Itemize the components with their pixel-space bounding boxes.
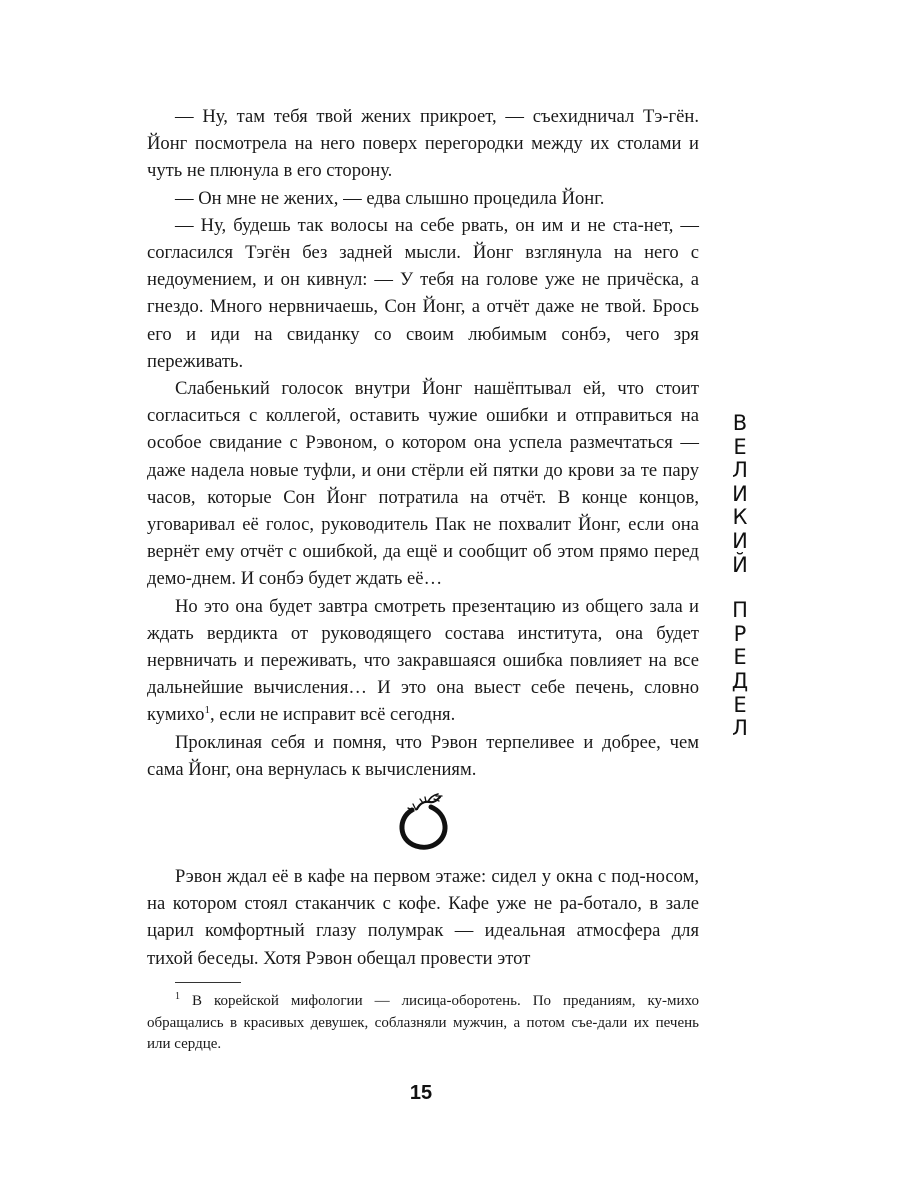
running-title-letter: Л bbox=[732, 458, 748, 483]
running-title-letter: И bbox=[732, 481, 748, 506]
running-title-word-1 bbox=[718, 412, 762, 577]
footnote-text: В корейской мифологии — лисица-оборотень. По преданиям, ку-михо обращались в красивых девушек, соблазняли мужчин, а потом съе-дали их печень или сердце. bbox=[147, 993, 699, 1052]
paragraph: Слабенький голосок внутри Йонг нашёптывал ей, что стоит согласиться с коллегой, оставить чужие ошибки и отправиться на особое свидание с Рэвоном, о котором она успела размечтаться — даже надела новые туфли, и они стёрли ей пятки до крови за те пару часов, которые Сон Йонг потратила на отчёт. В конце концов, уговаривал её голос, руководитель Пак не похвалит Йонг, если она вернёт ему отчёт с ошибкой, да ещё и сообщит об этом прямо перед демо-днем. И сонбэ будет ждать её… bbox=[147, 378, 699, 590]
running-title-letter: Е bbox=[733, 692, 747, 717]
footnote bbox=[147, 986, 699, 1056]
running-title-letter: Е bbox=[733, 645, 747, 670]
running-title-letter: П bbox=[732, 598, 748, 623]
footnote-reference[interactable]: 1 bbox=[204, 704, 210, 717]
running-title-letter: Й bbox=[732, 552, 748, 577]
running-title-letter: Е bbox=[733, 434, 747, 459]
dragon-ouroboros-icon bbox=[390, 790, 456, 852]
main-text-bottom bbox=[147, 863, 699, 972]
running-title-letter: В bbox=[732, 411, 748, 435]
main-text-top bbox=[147, 103, 699, 783]
page-number: 15 bbox=[409, 1082, 433, 1104]
running-title-letter: К bbox=[732, 505, 748, 530]
running-title-letter: Л bbox=[732, 716, 748, 741]
paragraph: — Он мне не жених, — едва слышно процедила Йонг. bbox=[175, 187, 605, 209]
running-title-word-2 bbox=[718, 599, 762, 741]
running-title-letter: Р bbox=[733, 621, 747, 646]
paragraph: — Ну, там тебя твой жених прикроет, — съехидничал Тэ-гён. Йонг посмотрела на него поверх перегородки между их столами и чуть не плюнула в его сторону. bbox=[147, 106, 699, 182]
footnote-divider bbox=[175, 982, 241, 983]
footnote-number: 1 bbox=[175, 991, 180, 1002]
paragraph: Проклиная себя и помня, что Рэвон терпеливее и добрее, чем сама Йонг, она вернулась к вычислениям. bbox=[147, 731, 699, 780]
paragraph: — Ну, будешь так волосы на себе рвать, он им и не ста-нет, — согласился Тэгён без задней мысли. Йонг взглянула на него с недоумением, и он кивнул: — У тебя на голове уже не причёска, а гнездо. Много нервничаешь, Сон Йонг, а отчёт даже не твой. Брось его и иди на свиданку со своим любимым сонбэ, чего зря переживать. bbox=[147, 214, 699, 372]
paragraph: Рэвон ждал её в кафе на первом этаже: сидел у окна с под-носом, на котором стоял стаканчик с кофе. Кафе уже не ра-ботало, в зале царил комфортный глазу полумрак — идеальная атмосфера для тихой беседы. Хотя Рэвон обещал провести этот bbox=[147, 866, 699, 969]
paragraph-text: , если не исправит всё сегодня. bbox=[209, 704, 456, 726]
paragraph-text: Но это она будет завтра смотреть презентацию из общего зала и ждать вердикта от руководящего состава института, она будет нервничать и переживать, что закравшаяся ошибка повлияет на все дальнейшие вычисления… И это она выест себе печень, словно кумихо bbox=[147, 595, 699, 726]
paragraph-kumiho bbox=[147, 593, 699, 729]
running-title-letter: Д bbox=[731, 668, 749, 693]
running-title-letter: И bbox=[732, 528, 748, 553]
running-title bbox=[718, 412, 762, 741]
